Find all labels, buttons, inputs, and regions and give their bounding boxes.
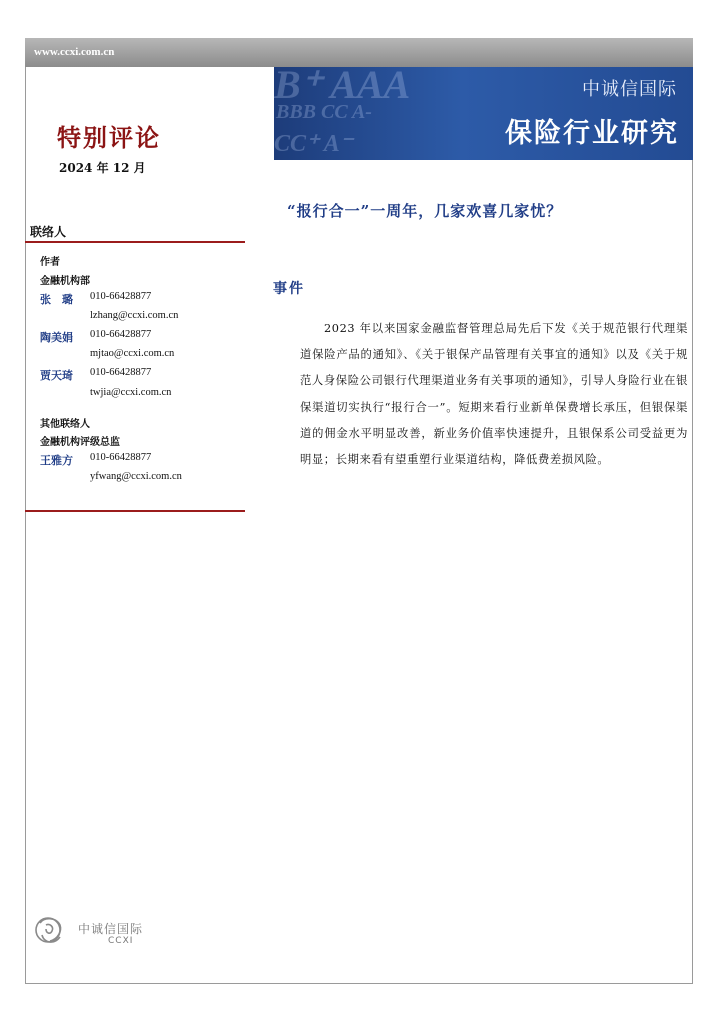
author-label: 作者 [40, 257, 60, 268]
site-url[interactable]: www.ccxi.com.cn [34, 46, 115, 58]
report-category: 特别评论 [57, 123, 161, 152]
header-banner [274, 67, 693, 160]
other-contact-phone: 010-66428877 [90, 452, 152, 463]
report-date: 2024 年 12 月 [59, 161, 146, 175]
report-title: “报行合一”一周年，几家欢喜几家忧？ [287, 202, 563, 220]
author-email[interactable]: mjtao@ccxi.com.cn [90, 348, 175, 359]
author-name: 陶美娟 [40, 331, 73, 344]
banner-decoration: B⁺ AAA [274, 67, 411, 107]
banner-decoration: CC⁺ A⁻ [274, 131, 353, 157]
logo-text-en: CCXI [108, 936, 134, 946]
other-contact-name: 王雅方 [40, 454, 73, 467]
author-name: 张 璐 [40, 293, 73, 306]
other-contacts-label: 其他联络人 [40, 419, 90, 430]
divider-top [25, 241, 245, 243]
report-type: 保险行业研究 [505, 118, 679, 149]
event-paragraph: 2023 年以来国家金融监督管理总局先后下发《关于规范银行代理渠道保险产品的通知》、《关于银保产品管理有关事宜的通知》以及《关于规范人身保险公司银行代理渠道业务有关事项的通知》，引导人身险行业在银保渠道切实执行“报行合一”。短期来看行业新单保费增长承压，但银保渠道的佣金水平明显改善，新业务价值率快速提升，且银保系公司受益更为明显；长期来看有望重塑行业渠道结构，降低费差损风险。 [300, 322, 688, 467]
other-contact-email[interactable]: yfwang@ccxi.com.cn [90, 471, 182, 482]
author-phone: 010-66428877 [90, 291, 152, 302]
logo-text-cn: 中诚信国际 [78, 922, 144, 936]
event-heading: 事件 [273, 281, 305, 297]
author-phone: 010-66428877 [90, 329, 152, 340]
author-phone: 010-66428877 [90, 367, 152, 378]
author-name: 贾天琦 [40, 369, 73, 382]
author-email[interactable]: lzhang@ccxi.com.cn [90, 310, 179, 321]
author-dept: 金融机构部 [40, 276, 90, 287]
divider-bottom [25, 510, 245, 512]
author-email[interactable]: twjia@ccxi.com.cn [90, 387, 172, 398]
banner-decoration: BBB CC A- [276, 101, 372, 123]
other-contacts-dept: 金融机构评级总监 [40, 437, 120, 448]
brand-name: 中诚信国际 [582, 79, 677, 100]
contacts-heading: 联络人 [30, 225, 67, 239]
top-bar [25, 38, 693, 67]
